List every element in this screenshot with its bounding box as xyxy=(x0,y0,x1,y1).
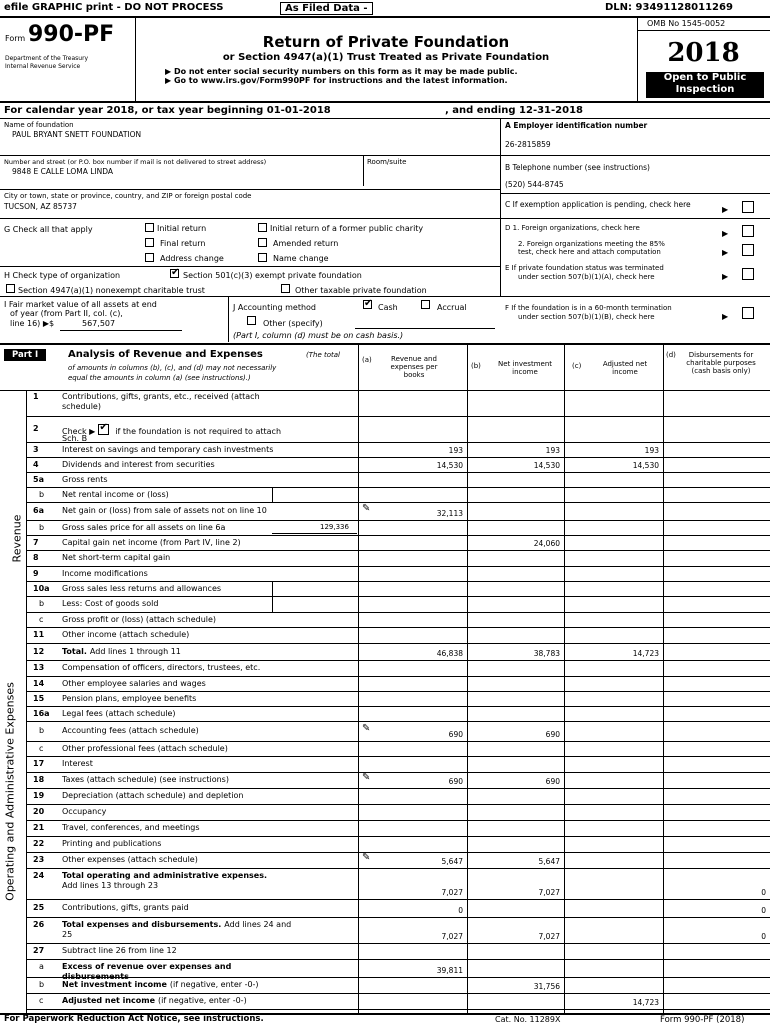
other-taxable-label: Other taxable private foundation xyxy=(295,286,427,295)
table-row xyxy=(0,596,770,612)
table-row xyxy=(0,442,770,457)
row-label xyxy=(62,823,200,832)
amended-return-checkbox[interactable] xyxy=(258,238,267,247)
g-label: G Check all that apply xyxy=(4,225,93,234)
row-number: 8 xyxy=(33,553,39,562)
row-label xyxy=(62,996,247,1005)
row-label-text: Total expenses and disbursements. xyxy=(62,920,222,929)
row-label xyxy=(62,744,228,753)
row-number: 26 xyxy=(33,920,45,929)
row-number: 19 xyxy=(33,791,45,800)
row-label xyxy=(62,630,189,639)
col-a-header: Revenue and expenses per books xyxy=(390,355,438,379)
table-row xyxy=(0,581,770,596)
terminated-checkbox[interactable] xyxy=(742,268,754,280)
row-label xyxy=(62,553,170,562)
initial-former-label: Initial return of a former public charity xyxy=(270,224,424,233)
cell-a: 39,811 xyxy=(436,966,463,975)
table-row xyxy=(0,676,770,691)
attachment-icon[interactable]: ✎ xyxy=(362,852,371,863)
h-label: H Check type of organization xyxy=(4,271,121,280)
table-row xyxy=(0,772,770,788)
footer-form: Form 990-PF (2018) xyxy=(660,1015,745,1025)
arrow-icon: ▶ xyxy=(722,248,729,257)
row-label-rest: (if negative, enter -0-) xyxy=(169,980,259,989)
cell-a: 0 xyxy=(458,906,463,915)
table-row xyxy=(0,550,770,566)
cell-c: 193 xyxy=(644,446,659,455)
row-number: 3 xyxy=(33,444,39,454)
row-label-text: Compensation of officers, directors, trustees, etc. xyxy=(62,663,261,672)
table-row xyxy=(0,993,770,1009)
open-line2: Inspection xyxy=(675,84,735,95)
row-number: 21 xyxy=(33,823,45,832)
room-label: Room/suite xyxy=(367,158,407,166)
accrual-checkbox[interactable] xyxy=(421,300,430,309)
row-number: 18 xyxy=(33,775,45,784)
row-label-text: Interest on savings and temporary cash investments xyxy=(62,444,274,454)
row-label xyxy=(62,523,225,532)
row-label-text: Gross profit or (loss) (attach schedule) xyxy=(62,614,217,624)
table-row xyxy=(0,691,770,706)
d1-label: D 1. Foreign organizations, check here xyxy=(505,224,640,232)
row-label xyxy=(62,538,241,547)
row-number: 2 xyxy=(33,424,39,433)
arrow-icon: ▶ xyxy=(722,272,729,281)
e2-label: under section 507(b)(1)(A), check here xyxy=(518,273,655,281)
row-label-text: Contributions, gifts, grants, etc., received (attach xyxy=(62,392,260,401)
table-row xyxy=(0,502,770,520)
col-d-header: Disbursements for charitable purposes (cash basis only) xyxy=(686,351,756,375)
row-label xyxy=(62,726,199,735)
name-change-label: Name change xyxy=(273,254,329,263)
row-label xyxy=(62,759,93,768)
table-row xyxy=(0,566,770,581)
row-number: 7 xyxy=(33,537,39,547)
row-label-text: Other professional fees (attach schedule) xyxy=(62,743,228,753)
row-label xyxy=(62,679,206,688)
foreign-org-checkbox[interactable] xyxy=(742,225,754,237)
row-number: 9 xyxy=(33,568,39,578)
cell-b: 24,060 xyxy=(533,539,560,548)
form-subtitle: or Section 4947(a)(1) Trust Treated as Private Foundation xyxy=(222,52,550,63)
table-row xyxy=(0,788,770,804)
f1-label: F If the foundation is in a 60-month termination xyxy=(505,304,672,312)
table-row xyxy=(0,917,770,943)
part1-tag: Part I xyxy=(4,349,46,361)
table-row xyxy=(0,627,770,643)
row-label xyxy=(62,694,196,703)
row-number: 4 xyxy=(33,459,39,469)
row-number: c xyxy=(39,614,44,624)
attachment-icon[interactable]: ✎ xyxy=(362,772,371,783)
open-line1: Open to Public xyxy=(663,72,747,83)
exemption-pending-label: C If exemption application is pending, check here xyxy=(505,200,691,209)
foundation-name-label: Name of foundation xyxy=(4,121,74,129)
calendar-ending: , and ending 12-31-2018 xyxy=(445,105,583,116)
street-label: Number and street (or P.O. box number if mail is not delivered to street address) xyxy=(4,158,267,166)
cell-b: 193 xyxy=(545,446,560,455)
cash-checkbox[interactable] xyxy=(363,300,372,309)
d2a-label: 2. Foreign organizations meeting the 85% xyxy=(518,240,665,248)
row-label xyxy=(62,490,169,499)
row-number: 6a xyxy=(33,506,44,515)
street-address: 9848 E CALLE LOMA LINDA xyxy=(12,167,114,176)
table-row xyxy=(0,852,770,868)
foundation-name: PAUL BRYANT SNETT FOUNDATION xyxy=(12,130,142,139)
row-number: 15 xyxy=(33,693,45,703)
dept-line2: Internal Revenue Service xyxy=(5,63,81,70)
attachment-icon[interactable]: ✎ xyxy=(362,503,371,514)
revenue-side-label: Revenue xyxy=(10,514,24,563)
initial-former-checkbox[interactable] xyxy=(258,223,267,232)
row-number: 5a xyxy=(33,474,44,484)
row-label xyxy=(62,392,260,401)
table-row xyxy=(0,804,770,820)
part1-title: Analysis of Revenue and Expenses xyxy=(68,349,263,360)
row-label-rest: (if negative, enter -0-) xyxy=(158,996,247,1005)
footer-paperwork: For Paperwork Reduction Act Notice, see instructions. xyxy=(4,1014,264,1024)
inline-amount-box[interactable] xyxy=(272,581,359,596)
row-label-text: Travel, conferences, and meetings xyxy=(62,823,200,832)
501c3-label: Section 501(c)(3) exempt private foundation xyxy=(183,271,362,280)
address-change-label: Address change xyxy=(160,254,224,263)
row-label-rest: Add lines 24 and xyxy=(224,920,292,929)
row-label-text: Accounting fees (attach schedule) xyxy=(62,726,199,735)
row-number: b xyxy=(39,726,45,735)
cell-b: 690 xyxy=(545,730,560,739)
row-label-text: Gross sales price for all assets on line 6a xyxy=(62,522,226,532)
table-row xyxy=(0,660,770,676)
row-number: 10a xyxy=(33,583,50,593)
cash-label: Cash xyxy=(378,303,398,312)
row-label-text: Printing and publications xyxy=(62,839,162,848)
cell-b: 7,027 xyxy=(538,932,560,941)
expenses-side-label: Operating and Administrative Expenses xyxy=(3,682,17,901)
inline-amount-box[interactable] xyxy=(272,596,359,612)
row-label xyxy=(62,569,148,578)
row-label-text: Other income (attach schedule) xyxy=(62,630,190,639)
row-number: c xyxy=(39,996,44,1005)
row-label-text: Capital gain net income (from Part IV, line 2) xyxy=(62,537,241,547)
row-label xyxy=(62,807,106,816)
gross-sales-value: 129,336 xyxy=(320,522,349,531)
cell-a: 14,530 xyxy=(436,461,463,470)
foreign-85-checkbox[interactable] xyxy=(742,244,754,256)
efile-banner: efile GRAPHIC print - DO NOT PROCESS xyxy=(4,2,224,13)
accrual-label: Accrual xyxy=(437,303,467,312)
row-label-text: Contributions, gifts, grants paid xyxy=(62,903,189,912)
footer-cat: Cat. No. 11289X xyxy=(495,1015,561,1024)
table-row xyxy=(0,959,770,981)
row-number: 16a xyxy=(33,708,50,718)
row-label xyxy=(62,903,189,912)
cell-c: 14,723 xyxy=(632,998,659,1007)
part1-sub2: equal the amounts in column (a) (see instructions).) xyxy=(68,374,251,382)
table-row xyxy=(0,943,770,959)
cell-b: 5,647 xyxy=(538,857,560,866)
row-label xyxy=(62,839,161,848)
row-label-text: Total. xyxy=(62,646,87,656)
row-label-text: Net investment income xyxy=(62,980,167,989)
row-label xyxy=(62,506,267,515)
row-label xyxy=(62,615,216,624)
irs-link-note: ▶ Go to www.irs.gov/Form990PF for instructions and the latest information. xyxy=(165,76,508,85)
row-label-text: Pension plans, employee benefits xyxy=(62,693,197,703)
initial-return-checkbox[interactable] xyxy=(145,223,154,232)
phone-label: B Telephone number (see instructions) xyxy=(505,163,650,172)
fmv-line2: of year (from Part II, col. (c), xyxy=(10,309,123,318)
row-label xyxy=(62,599,158,608)
other-method-label: Other (specify) xyxy=(263,319,323,328)
initial-return-label: Initial return xyxy=(157,224,207,233)
table-row xyxy=(0,977,770,993)
501c3-checkbox[interactable] xyxy=(170,269,179,278)
cell-b: 690 xyxy=(545,777,560,786)
cell-a: 690 xyxy=(448,777,463,786)
row-number: 24 xyxy=(33,871,45,880)
form-prefix: Form xyxy=(5,34,26,43)
row-label xyxy=(62,855,198,864)
col-a-tag: (a) xyxy=(362,356,372,364)
inline-amount-box[interactable] xyxy=(272,487,359,503)
row-number: 23 xyxy=(33,855,45,864)
table-row xyxy=(0,899,770,917)
cell-a: 7,027 xyxy=(441,932,463,941)
cell-d: 0 xyxy=(761,906,766,915)
row-label-text: Interest xyxy=(62,759,93,768)
row-number: 17 xyxy=(33,759,45,768)
row-label-text: Adjusted net income xyxy=(62,996,156,1005)
final-return-checkbox[interactable] xyxy=(145,238,154,247)
arrow-icon: ▶ xyxy=(722,205,729,214)
table-row xyxy=(0,741,770,756)
table-row xyxy=(0,612,770,627)
table-row xyxy=(0,721,770,741)
row-number: 14 xyxy=(33,678,45,688)
col-b-tag: (b) xyxy=(471,362,481,370)
table-row xyxy=(0,520,770,535)
row-label-text: Other employee salaries and wages xyxy=(62,678,206,688)
amended-return-label: Amended return xyxy=(273,239,339,248)
part1-title-note: (The total xyxy=(306,351,340,359)
final-return-label: Final return xyxy=(160,239,206,248)
attachment-icon[interactable]: ✎ xyxy=(362,723,371,734)
other-method-checkbox[interactable] xyxy=(247,316,256,325)
table-row xyxy=(0,643,770,660)
row-label-text: Excess of revenue over expenses and xyxy=(62,962,232,971)
fmv-line3: line 16) ▶$ xyxy=(10,319,55,328)
row-label xyxy=(62,424,281,436)
table-row xyxy=(0,457,770,472)
cash-basis-note: (Part I, column (d) must be on cash basis.) xyxy=(233,331,404,340)
table-row xyxy=(0,535,770,550)
row-label xyxy=(62,445,273,454)
row-label xyxy=(62,962,231,971)
row-number: 1 xyxy=(33,392,39,401)
cell-a: 5,647 xyxy=(441,857,463,866)
table-row xyxy=(0,472,770,487)
table-row xyxy=(0,416,770,442)
table-row xyxy=(0,487,770,502)
row-label-text: Net short-term capital gain xyxy=(62,553,171,562)
exemption-pending-checkbox[interactable] xyxy=(742,201,754,213)
accounting-method-label: J Accounting method xyxy=(233,303,317,312)
table-row xyxy=(0,820,770,836)
cell-b: 31,756 xyxy=(533,982,560,991)
row-number: 27 xyxy=(33,946,45,955)
row-label-text: Total operating and administrative expenses. xyxy=(62,871,267,880)
form-number: 990-PF xyxy=(28,22,115,47)
name-change-checkbox[interactable] xyxy=(258,253,267,262)
table-row xyxy=(0,836,770,852)
row-label-text: Income modifications xyxy=(62,568,148,578)
row-label-text: Legal fees (attach schedule) xyxy=(62,708,176,718)
cell-c: 14,723 xyxy=(632,649,659,658)
col-c-tag: (c) xyxy=(572,362,582,370)
row-number: 11 xyxy=(33,630,45,639)
e1-label: E If private foundation status was terminated xyxy=(505,264,664,272)
row-number: b xyxy=(39,522,45,532)
row-label xyxy=(62,647,181,656)
table-row xyxy=(0,868,770,899)
address-change-checkbox[interactable] xyxy=(145,253,154,262)
fmv-value: 567,507 xyxy=(82,319,116,328)
row-label xyxy=(62,871,267,880)
row-label xyxy=(62,791,243,800)
row-label-line2: Sch. B xyxy=(62,434,88,443)
part1-sub1: of amounts in columns (b), (c), and (d) may not necessarily xyxy=(68,364,277,372)
cell-a: 690 xyxy=(448,730,463,739)
arrow-icon: ▶ xyxy=(722,229,729,238)
row-label xyxy=(62,663,260,672)
d2b-label: test, check here and attach computation xyxy=(518,248,661,256)
dept-line1: Department of the Treasury xyxy=(5,55,89,62)
row-number: 20 xyxy=(33,807,45,816)
row-label xyxy=(62,775,229,784)
cell-b: 38,783 xyxy=(533,649,560,658)
row-label xyxy=(62,584,221,593)
row-label xyxy=(62,920,291,929)
4947-checkbox[interactable] xyxy=(6,284,15,293)
f2-label: under section 507(b)(1)(B), check here xyxy=(518,313,655,321)
row-label xyxy=(62,460,215,469)
row-label xyxy=(62,475,108,484)
table-row xyxy=(0,390,770,416)
cell-d: 0 xyxy=(761,888,766,897)
row-number: 12 xyxy=(33,646,45,656)
row-label xyxy=(62,946,177,955)
row-label-text: Less: Cost of goods sold xyxy=(62,599,159,608)
row-label-text: Other expenses (attach schedule) xyxy=(62,855,198,864)
row-label-line2: schedule) xyxy=(62,402,101,411)
row-number: b xyxy=(39,599,45,608)
col-c-header: Adjusted net income xyxy=(602,360,648,376)
cell-b: 7,027 xyxy=(538,888,560,897)
4947-label: Section 4947(a)(1) nonexempt charitable trust xyxy=(18,286,205,295)
row-label-text: Check ▶ xyxy=(62,427,96,436)
dln-label: DLN: 93491128011269 xyxy=(605,2,733,13)
row-label-text: Occupancy xyxy=(62,807,107,816)
omb-number: OMB No 1545-0052 xyxy=(647,19,726,28)
60-month-checkbox[interactable] xyxy=(742,307,754,319)
table-row xyxy=(0,706,770,721)
phone-value: (520) 544-8745 xyxy=(505,180,564,189)
as-filed-label: As Filed Data - xyxy=(280,2,373,15)
row-label-line2: disbursements xyxy=(62,972,129,981)
cell-a: 46,838 xyxy=(436,649,463,658)
ein-value: 26-2815859 xyxy=(505,140,551,149)
row-label-text: Gross sales less returns and allowances xyxy=(62,583,222,593)
row-label-line2: Add lines 13 through 23 xyxy=(62,881,159,890)
cell-a: 32,113 xyxy=(436,509,463,518)
tax-year: 2018 xyxy=(667,38,740,68)
row-label-rest: if the foundation is not required to attach xyxy=(115,427,282,436)
row-number: 25 xyxy=(33,903,45,912)
cell-d: 0 xyxy=(761,932,766,941)
form-title: Return of Private Foundation xyxy=(262,33,510,51)
ein-label: A Employer identification number xyxy=(505,121,648,130)
row-label-text: Net rental income or (loss) xyxy=(62,489,169,499)
row-label-text: Depreciation (attach schedule) and depletion xyxy=(62,791,244,800)
row-label-text: Taxes (attach schedule) (see instructions) xyxy=(62,775,229,784)
row-number: a xyxy=(39,962,44,971)
row-label-text: Net gain or (loss) from sale of assets not on line 10 xyxy=(62,506,267,515)
city-label: City or town, state or province, country, and ZIP or foreign postal code xyxy=(4,192,252,200)
cell-b: 14,530 xyxy=(533,461,560,470)
city-value: TUCSON, AZ 85737 xyxy=(4,202,77,211)
row-number: c xyxy=(39,743,44,753)
row-number: 22 xyxy=(33,839,45,848)
row-number: b xyxy=(39,489,45,499)
row-label xyxy=(62,709,176,718)
row-label-text: Subtract line 26 from line 12 xyxy=(62,946,177,955)
row-label-text: Gross rents xyxy=(62,474,108,484)
fmv-line1: I Fair market value of all assets at end xyxy=(4,300,157,309)
col-d-tag: (d) xyxy=(666,351,676,359)
calendar-year-line: For calendar year 2018, or tax year beginning 01-01-2018 xyxy=(4,105,331,116)
other-taxable-checkbox[interactable] xyxy=(281,284,290,293)
col-b-header: Net investment income xyxy=(497,360,553,376)
row-label xyxy=(62,980,259,989)
ssn-note: ▶ Do not enter social security numbers on this form as it may be made public. xyxy=(165,67,518,76)
row-number: b xyxy=(39,980,45,989)
row-label-line2: 25 xyxy=(62,930,73,939)
row-label-rest: Add lines 1 through 11 xyxy=(89,646,181,656)
arrow-icon: ▶ xyxy=(722,312,729,321)
sch-b-checkbox[interactable]: ✔ xyxy=(99,422,108,433)
row-number: 13 xyxy=(33,663,45,672)
table-row xyxy=(0,756,770,772)
cell-a: 193 xyxy=(448,446,463,455)
row-label-text: Dividends and interest from securities xyxy=(62,459,215,469)
cell-c: 14,530 xyxy=(632,461,659,470)
cell-a: 7,027 xyxy=(441,888,463,897)
open-to-public-box xyxy=(646,72,764,98)
